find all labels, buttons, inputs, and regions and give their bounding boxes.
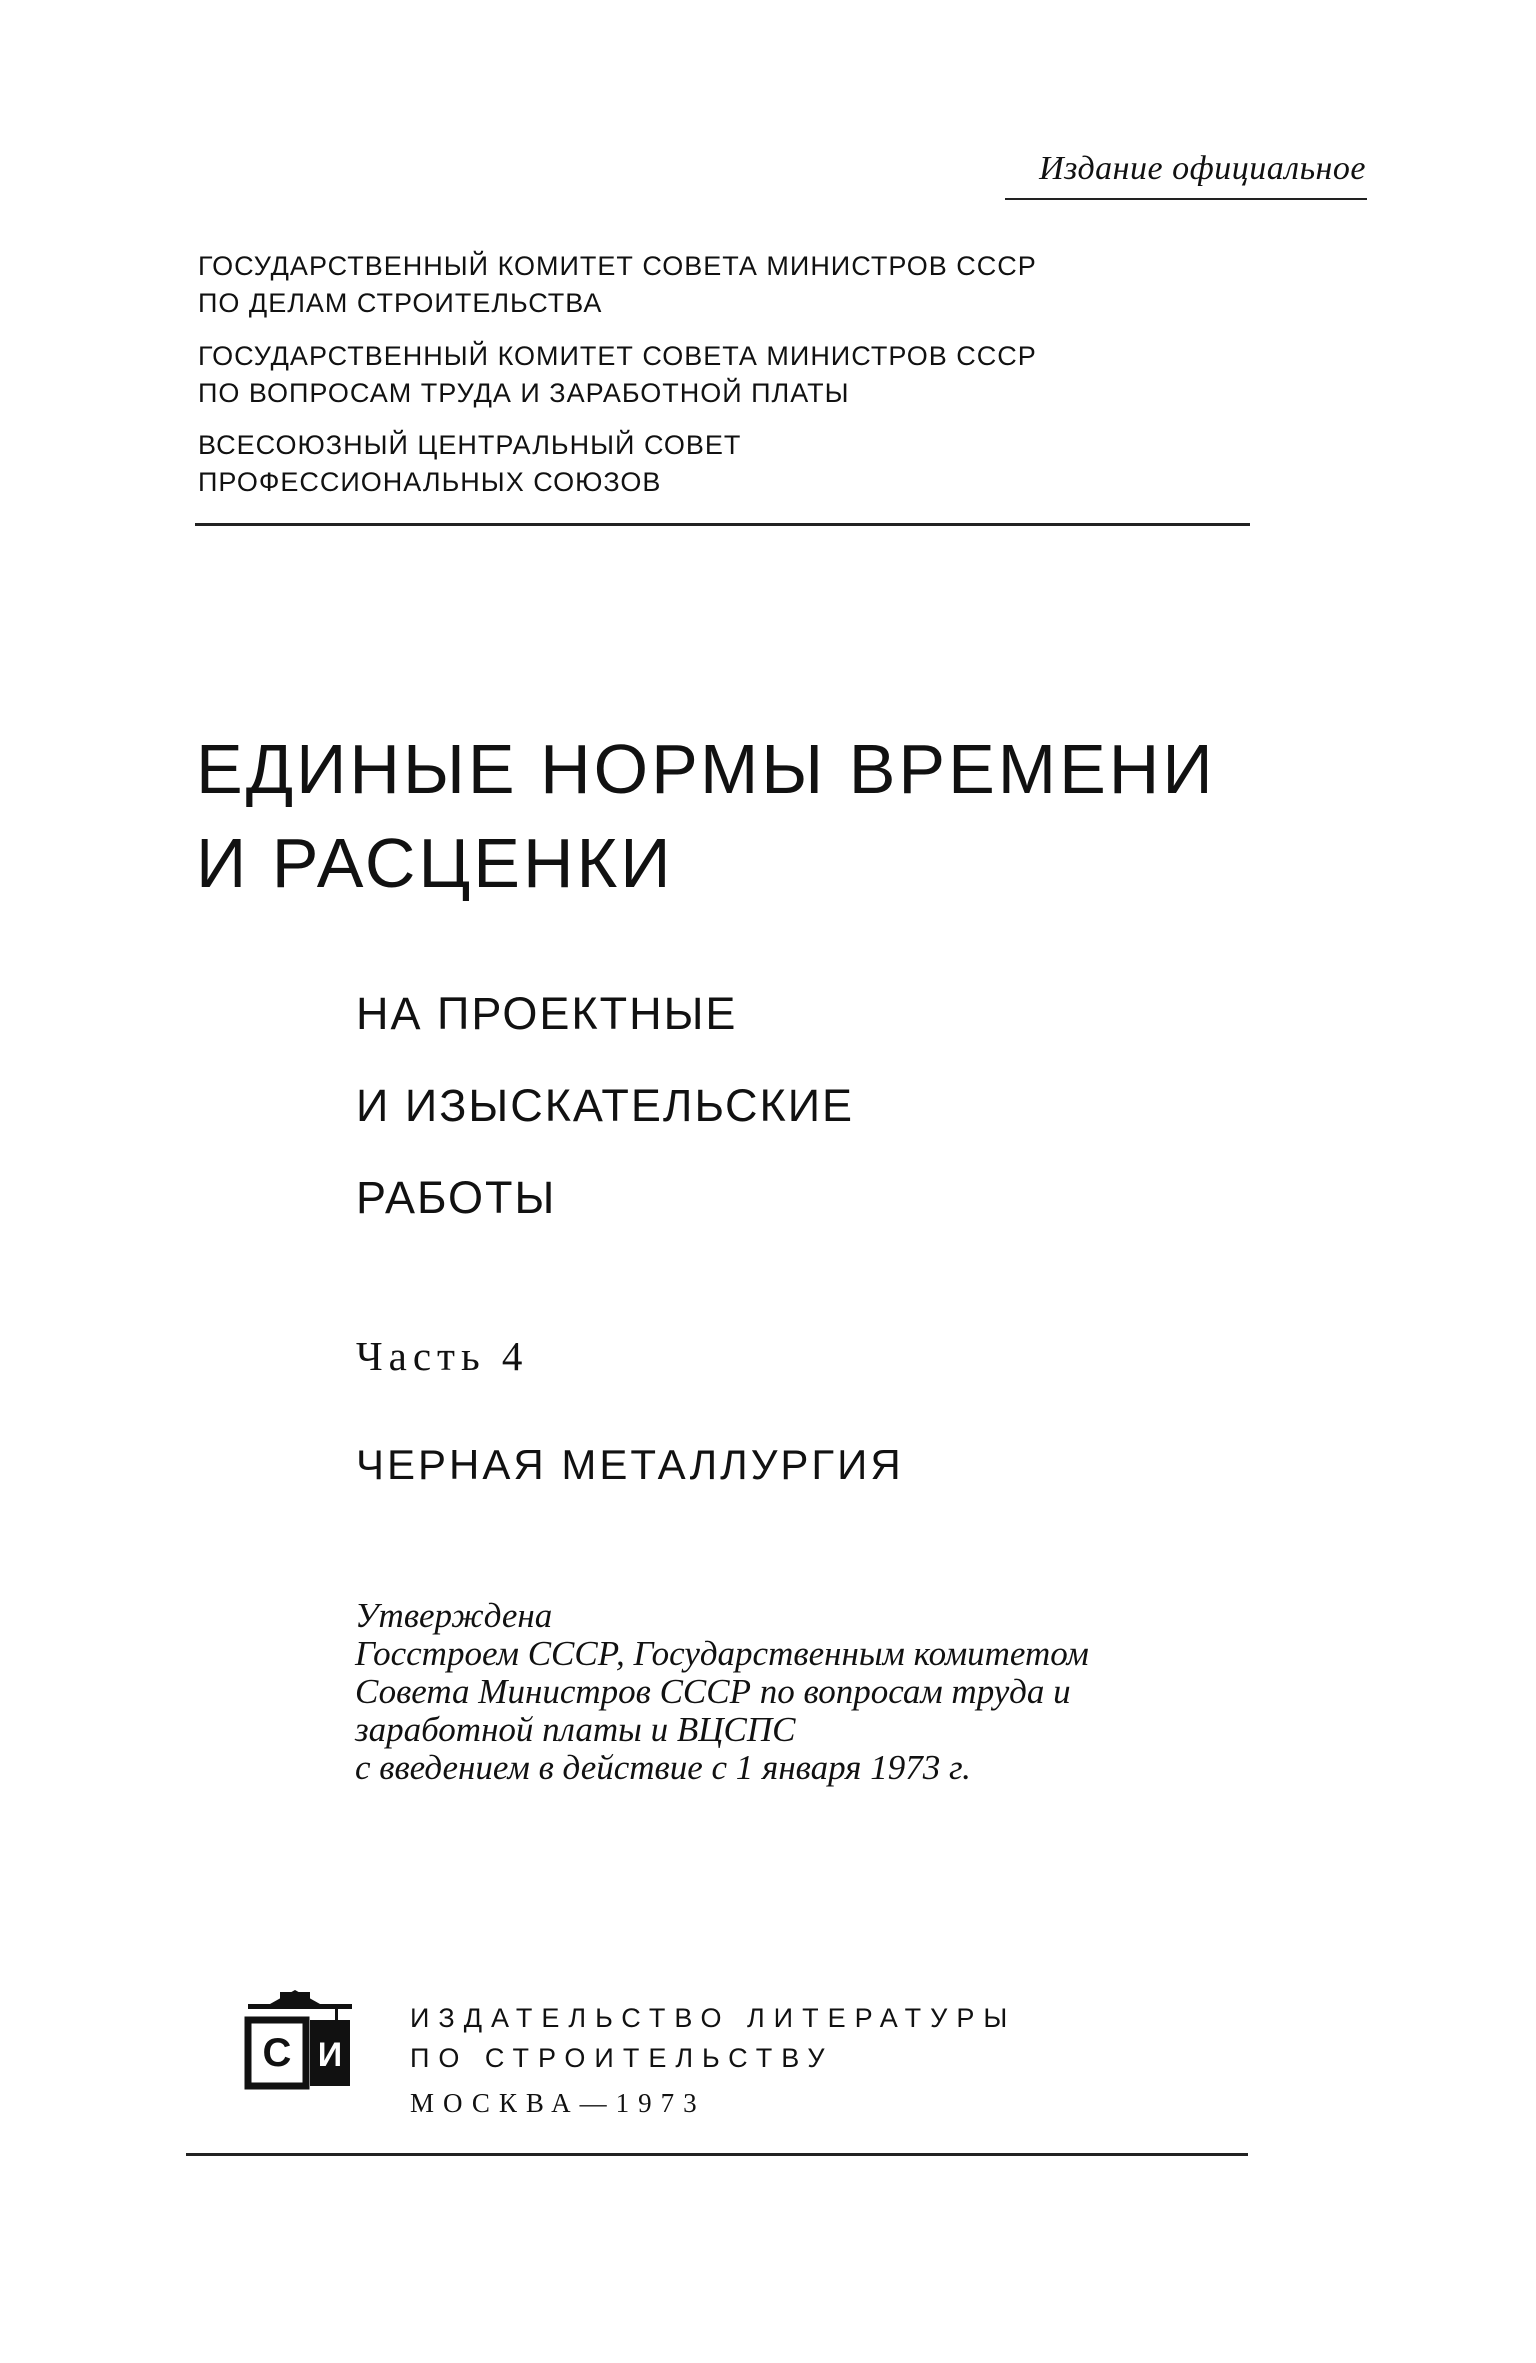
title-line: ЕДИНЫЕ НОРМЫ ВРЕМЕНИ [196, 730, 1216, 808]
edition-underline [1005, 198, 1367, 200]
publisher-name [410, 1998, 1016, 2078]
approval-note [355, 1597, 1089, 1787]
approval-line: Госстроем СССР, Государственным комитетом [355, 1634, 1089, 1673]
subtitle-line: И ИЗЫСКАТЕЛЬСКИЕ [356, 1080, 855, 1131]
organization-line: ПО ДЕЛАМ СТРОИТЕЛЬСТВА [198, 288, 603, 318]
document-title [196, 722, 1216, 910]
part-label: Часть 4 [356, 1333, 529, 1379]
document-subtitle [356, 968, 854, 1244]
organization-line: ПРОФЕССИОНАЛЬНЫХ СОЮЗОВ [198, 467, 662, 497]
organization-line: ПО ВОПРОСАМ ТРУДА И ЗАРАБОТНОЙ ПЛАТЫ [198, 378, 850, 408]
organization-line: ГОСУДАРСТВЕННЫЙ КОМИТЕТ СОВЕТА МИНИСТРОВ СССР [198, 341, 1037, 371]
publisher-line: ПО СТРОИТЕЛЬСТВУ [410, 2043, 834, 2073]
title-line: И РАСЦЕНКИ [196, 824, 674, 902]
subtitle-line: РАБОТЫ [356, 1172, 557, 1223]
publisher-logo-icon [240, 1986, 360, 2096]
approval-line: заработной платы и ВЦСПС [355, 1710, 796, 1749]
organization-line: ГОСУДАРСТВЕННЫЙ КОМИТЕТ СОВЕТА МИНИСТРОВ СССР [198, 251, 1037, 281]
edition-label: Издание официальное [1039, 150, 1366, 187]
approval-line: с введением в действие с 1 января 1973 г. [355, 1748, 971, 1787]
header-divider [195, 523, 1250, 526]
logo-letter-right: И [317, 2036, 343, 2074]
organization-goskomtrud [198, 338, 1037, 412]
part-name: ЧЕРНАЯ МЕТАЛЛУРГИЯ [356, 1441, 904, 1488]
organization-gosstroy [198, 248, 1037, 322]
subtitle-line: НА ПРОЕКТНЫЕ [356, 988, 738, 1039]
logo-letter-left: С [262, 2031, 292, 2075]
approval-line: Совета Министров СССР по вопросам труда и [355, 1672, 1071, 1711]
city-year: МОСКВА—1973 [410, 2088, 706, 2118]
publisher-line: ИЗДАТЕЛЬСТВО ЛИТЕРАТУРЫ [410, 2003, 1017, 2033]
organization-line: ВСЕСОЮЗНЫЙ ЦЕНТРАЛЬНЫЙ СОВЕТ [198, 430, 742, 460]
organization-vtssps [198, 427, 741, 501]
approval-line: Утверждена [355, 1596, 553, 1635]
footer-divider [186, 2153, 1248, 2156]
